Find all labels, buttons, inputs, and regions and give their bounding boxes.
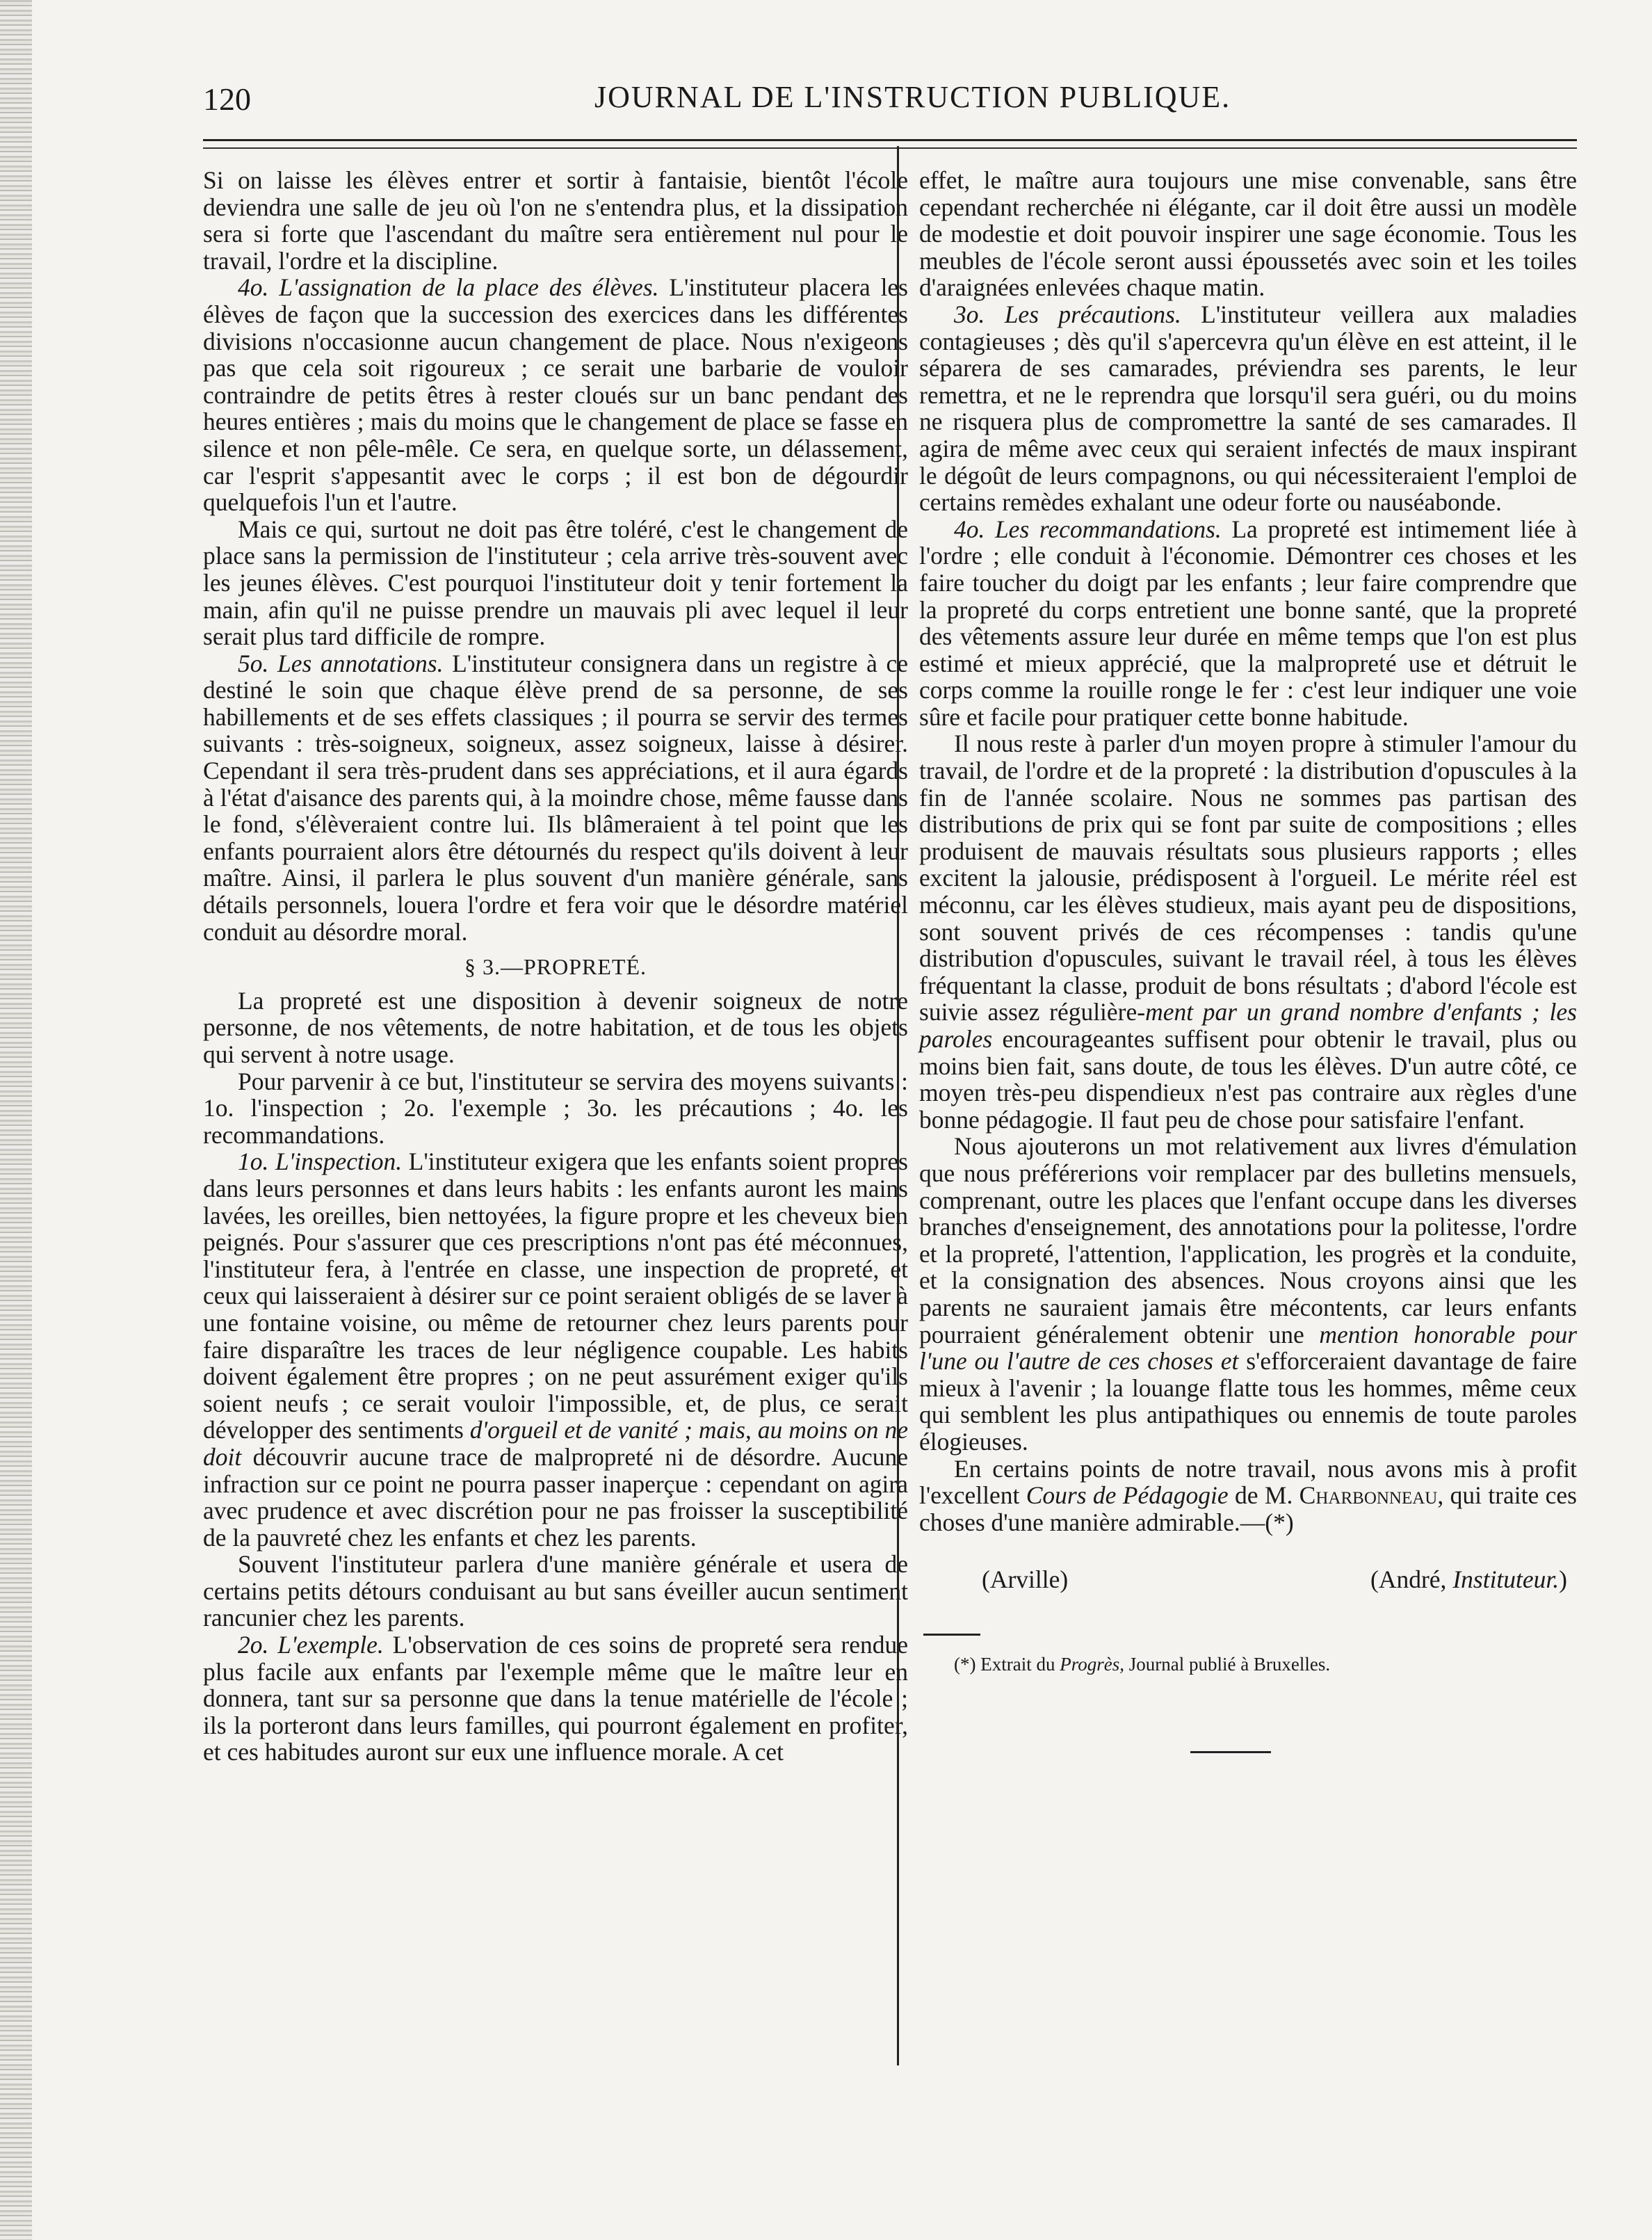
paragraph (203, 1148, 908, 1551)
paragraph (203, 650, 908, 946)
running-title: JOURNAL DE L'INSTRUCTION PUBLIQUE. (594, 80, 1231, 114)
signature-line (919, 1566, 1577, 1593)
left-column (203, 167, 908, 1766)
paragraph (919, 1133, 1577, 1455)
paragraph: effet, le maître aura toujours une mise convenable, sans être cependant recherchée ni élégante, car il doit être aussi un modèle de modestie et doit pouvoir inspirer une sage économie. Tous les meubles de l'école seront aussi époussetés avec soin et les toiles d'araignées enlevées chaque matin. (919, 166, 1577, 302)
paragraph-text: L'observation de ces soins de propreté sera rendue plus facile aux enfants par l'exemple même que le maître leur en donnera, tant sur sa personne que dans la tenue matérielle de l'école ; ils la porteront dans leurs familles, qui pourront également en profiter, et ces habitudes auront sur eux une influence morale. A cet (203, 1631, 908, 1766)
signature-author (1370, 1566, 1567, 1593)
end-rule (1190, 1751, 1271, 1753)
header-rule-bottom (203, 147, 1577, 149)
paragraph-text: L'instituteur exigera que les enfants soient propres dans leurs personnes et dans leurs habits : les enfants auront les mains lavées, les oreilles, bien nettoyées, la figure propre et les cheveux bien peignés. Pour s'assurer que ces prescriptions n'ont pas été méconnues, l'instituteur fera, à l'entrée en classe, une inspection de propreté, et ceux qui laisseraient à désirer sur ce point seraient obligés de se laver à une fontaine voisine, ou même de retourner chez leurs parents pour faire disparaître les traces de leur négligence coupable. Les habits doivent également être propres ; on ne peut assurément exiger qu'ils soient neufs ; ce serait vouloir l'impossible, et, de plus, ce serait développer des sentiments (203, 1147, 908, 1444)
paragraph-text: de (1228, 1481, 1265, 1510)
paragraph (203, 274, 908, 515)
paragraph (919, 1456, 1577, 1536)
paragraph: Pour parvenir à ce but, l'instituteur se servira des moyens suivants : 1o. l'inspection ; 2o. l'exemple ; 3o. les précautions ; 4o. les recommandations. (203, 1067, 908, 1149)
paragraph-heading: 4o. L'assignation de la place des élèves. (238, 273, 659, 302)
footnote-text: (*) Extrait du (954, 1653, 1060, 1675)
paragraph-text: En certains points de notre travail, nous avons mis à profit l'excellent (919, 1454, 1577, 1510)
right-column (919, 167, 1577, 1753)
paragraph-heading: 4o. Les recommandations. (954, 515, 1222, 543)
paragraph (203, 1631, 908, 1766)
footnote (919, 1654, 1577, 1675)
paragraph-heading: 3o. Les précautions. (954, 300, 1181, 328)
footnote-italic: Progrès, (1060, 1653, 1124, 1675)
paragraph (919, 516, 1577, 731)
paragraph-heading: 5o. Les annotations. (238, 649, 444, 677)
paragraph-text: Nous ajouterons un mot relativement aux livres d'émulation que nous préférerions voir remplacer par des bulletins mensuels, comprenant, outre les places que l'enfant occupe dans les diverses branches d'enseignement, des annotations pour la politesse, l'ordre et la propreté, l'attention, l'application, les progrès et la conduite, et la consignation des absences. Nous croyons ainsi que les parents ne sauraient jamais être mécontents, car leurs enfants pourraient généralement obtenir une (919, 1132, 1577, 1348)
paragraph-heading: 2o. L'exemple. (238, 1631, 384, 1659)
italic-text: ment par un grand nombre d'enfants ; les paroles (919, 998, 1577, 1053)
italic-text: d'orgueil et de vanité ; mais, au moins on ne doit (203, 1416, 908, 1471)
paragraph-text: L'instituteur consignera dans un registre à ce destiné le soin que chaque élève prend de sa personne, de ses habillements et de ses effets classiques ; il pourra se servir des termes suivants : très-soigneux, soigneux, assez soigneux, laisse à désirer. Cependant il sera très-prudent dans ses appréciations, et il aura égards à l'état d'aisance des parents qui, à la moindre chose, même fausse dans le fond, s'élèveraient contre lui. Ils blâmeraient à tel point que les enfants pourraient alors être détournés du respect qu'ils doivent à leur maître. Ainsi, il parlera le plus souvent d'un manière générale, sans détails personnels, louera l'ordre et fera voir que le désordre matériel conduit au désordre moral. (203, 649, 908, 946)
book-title: Cours de Pédagogie (1026, 1481, 1229, 1510)
page-number: 120 (203, 81, 251, 117)
paragraph-text: qui traite ces choses d'une manière admirable.—(*) (919, 1481, 1577, 1536)
paragraph (919, 301, 1577, 516)
paragraph: Mais ce qui, surtout ne doit pas être toléré, c'est le changement de place sans la permission de l'instituteur ; cela arrive très-souvent avec les jeunes élèves. C'est pourquoi l'instituteur doit y tenir fortement la main, afin qu'il ne puisse prendre un mauvais pli avec lequel il leur serait plus tard difficile de rompre. (203, 515, 908, 651)
footnote-rule (923, 1634, 980, 1636)
italic-text: mention honorable pour l'une ou l'autre de ces choses et (919, 1320, 1578, 1376)
signature-title: Instituteur. (1452, 1565, 1560, 1594)
author-name: M. Charbonneau, (1264, 1481, 1444, 1510)
paragraph: Souvent l'instituteur parlera d'une manière générale et usera de certains petits détours conduisant au but sans éveiller aucun sentiment rancunier chez les parents. (203, 1550, 908, 1632)
paragraph-text: s'efforceraient davantage de faire mieux à l'avenir ; la louange flatte tous les hommes, même ceux qui semblent les plus antipathiques ou ennemis de toute paroles élogieuses. (919, 1347, 1577, 1456)
signature-place: (Arville) (982, 1565, 1069, 1594)
paragraph-text: L'instituteur placera les élèves de façon que la succession des exercices dans les différentes divisions n'occasionne aucun changement de place. Nous n'exigeons pas que cela soit rigoureux ; ce serait une barbarie de vouloir contraindre de petits êtres à rester cloués sur un banc pendant des heures entières ; mais du moins que le changement de place se fasse en silence et non pêle-mêle. Ce sera, en quelque sorte, un délassement, car l'esprit s'appesantit avec le corps ; il est bon de dégourdir quelquefois l'un et l'autre. (203, 273, 908, 517)
paragraph-text: découvrir aucune trace de malpropreté ni de désordre. Aucune infraction sur ce point ne pourra passer inaperçue : cependant on agira avec prudence et avec discrétion pour ne pas froisser la susceptibilité de la pauvreté chez les enfants et chez les parents. (203, 1442, 908, 1552)
paragraph: Si on laisse les élèves entrer et sortir à fantaisie, bientôt l'école deviendra une salle de jeu où l'on ne s'entendra plus, et la dissipation sera si forte que l'ascendant du maître sera entièrement nul pour le travail, l'ordre et la discipline. (203, 166, 908, 275)
paragraph-text: L'instituteur veillera aux maladies contagieuses ; dès qu'il s'apercevra qu'un élève en est atteint, il le séparera de ses camarades, préviendra ses parents, le leur remettra, et ne le reprendra que lorsqu'il sera guéri, ou du moins ne risquera plus de compromettre la santé de ses camarades. Il agira de même avec ceux qui seraient infectés de maux inspirant le dégoût de leurs compagnons, ou qui nécessiteraient l'emploi de certains remèdes exhalant une odeur forte ou nauséabonde. (919, 300, 1578, 517)
header-rule-top (203, 139, 1577, 141)
signature-close: ) (1559, 1565, 1567, 1594)
signature-name: (André, (1370, 1565, 1453, 1594)
footnote-text: Journal publié à Bruxelles. (1124, 1653, 1331, 1675)
paragraph-text: Il nous reste à parler d'un moyen propre à stimuler l'amour du travail, de l'ordre et de la propreté : la distribution d'opuscules à la fin de l'année scolaire. Nous ne sommes pas partisan des distributions de prix qui se font par suite de compositions ; elles produisent de mauvais résultats sous plusieurs rapports ; elles excitent la jalousie, prédisposent à l'orgueil. Le mérite réel est méconnu, car les élèves studieux, mais ayant peu de dispositions, sont souvent privés de ces récompenses : tandis qu'une distribution d'opuscules, suivant le travail réel, à tous les élèves fréquentant la classe, produit de bons résultats ; d'abord l'école est suivie assez régulière- (919, 730, 1577, 1026)
paragraph (919, 730, 1577, 1133)
scanned-binding-edge (0, 0, 32, 2240)
paragraph-heading: 1o. L'inspection. (238, 1147, 403, 1176)
paragraph-text: La propreté est intimement liée à l'ordre ; elle conduit à l'économie. Démontrer ces choses et les faire toucher du doigt par les enfants ; leur faire comprendre que la propreté du corps entretient une bonne santé, que la propreté des vêtements assure leur durée en même temps que l'on est plus estimé et mieux apprécié, que la malpropreté use et détruit le corps comme la rouille ronge le fer : c'est leur indiquer une voie sûre et facile pour pratiquer cette bonne habitude. (919, 515, 1577, 731)
paragraph-text: encourageantes suffisent pour obtenir le travail, plus ou moins bien fait, sans doute, de tous les élèves. D'un autre côté, ce moyen très-peu dispendieux n'est pas contraire aux règles d'une bonne pédagogie. Il faut peu de chose pour satisfaire l'enfant. (919, 1025, 1577, 1134)
paragraph: La propreté est une disposition à devenir soigneux de notre personne, de nos vêtements, de notre habitation, et de tous les objets qui servent à notre usage. (203, 986, 908, 1068)
section-heading: § 3.—PROPRETÉ. (464, 954, 647, 980)
